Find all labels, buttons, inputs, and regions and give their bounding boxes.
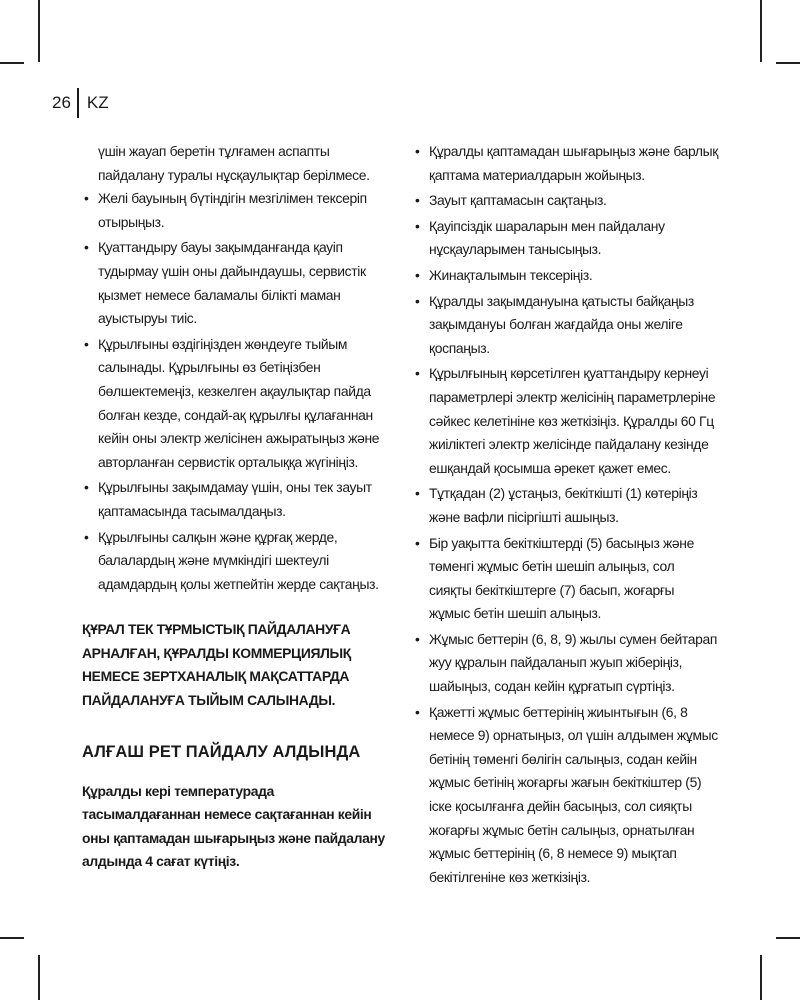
right-column — [413, 140, 718, 891]
bullet-icon: • — [415, 143, 420, 159]
list-item — [413, 482, 718, 529]
safety-list — [82, 187, 388, 596]
list-item-text: Құралды қаптамадан шығарыңыз және барлық қаптама материалдарын жойыңыз. — [429, 143, 718, 183]
list-item-text: Құрылғыны зақымдамау үшін, оны тек зауыт қаптамасында тасымалдаңыз. — [98, 479, 372, 519]
crop-mark — [38, 0, 40, 62]
list-item — [82, 187, 388, 234]
crop-mark — [776, 937, 800, 939]
crop-mark — [0, 937, 24, 939]
list-item — [413, 290, 718, 361]
bullet-icon: • — [84, 528, 89, 545]
bullet-icon: • — [415, 266, 420, 283]
language-code: KZ — [86, 93, 109, 112]
bullet-icon: • — [415, 703, 420, 720]
list-item — [413, 215, 718, 262]
list-item-text: Қауіпсіздік шараларын мен пайдалану нұсқауларымен танысыңыз. — [429, 217, 665, 258]
household-use-warning: ҚҰРАЛ ТЕК ТҰРМЫСТЫҚ ПАЙДАЛАНУҒА АРНАЛҒАН, ҚҰРАЛДЫ КОММЕРЦИЯЛЫҚ НЕМЕСЕ ЗЕРТХАНАЛЫҚ МАҚСАТТАРДА ПАЙДАЛАНУҒА ТЫЙЫМ САЛЫНАДЫ. — [82, 621, 351, 709]
bullet-icon: • — [415, 292, 420, 309]
list-item-text: Құрылғыны өздігіңізден жөндеуге тыйым салынады. Құрылғыны өз бетіңізбен бөлшектемеңіз, кезкелген ақаулықтар пайда болған кезде, сондай-ақ құрылғы құлағаннан кейін оны электр желісінен ажыратыңыз және авторланған сервистік орталыққа жүгініңіз. — [98, 335, 380, 470]
bullet-icon: • — [415, 217, 420, 234]
preparation-list — [413, 140, 718, 889]
temperature-note: Құралды кері температурада тасымалдағаннан немесе сақтағаннан кейін оны қаптамадан шығарыңыз және пайдалану алдында 4 сағат күтіңіз. — [82, 782, 385, 870]
page-number: 26 — [52, 93, 71, 112]
list-item — [82, 476, 388, 523]
list-item — [413, 701, 718, 890]
bullet-icon: • — [84, 190, 89, 207]
bullet-icon: • — [415, 630, 420, 647]
bullet-icon: • — [84, 479, 89, 496]
crop-mark — [0, 62, 24, 64]
bullet-icon: • — [84, 335, 89, 352]
bullet-icon: • — [84, 239, 89, 256]
section-heading: АЛҒАШ РЕТ ПАЙДАЛУ АЛДЫНДА — [82, 742, 361, 761]
list-item-text: Қуаттандыру бауы зақымданғанда қауіп тудырмау үшін оны дайындаушы, сервистік қызмет немесе баламалы білікті маман ауыстыруы тиіс. — [98, 239, 366, 327]
list-item-text: Құрылғының көрсетілген қуаттандыру кернеуі параметрлері электр желісінің параметрлеріне сәйкес келетініне көз жеткізіңіз. Құралды 60 Гц жиіліктегі электр желісінде пайдалану кезінде ешқандай қосымша әрекет қажет емес. — [429, 365, 716, 476]
list-item — [82, 236, 388, 330]
list-item-text: Құрылғыны салқын және құрғақ жерде, балалардың және мүмкіндігі шектеулі адамдардың қолы жетпейтін жерде сақтаңыз. — [98, 528, 379, 592]
list-item — [413, 264, 718, 288]
list-item-text: Желі бауының бүтіндігін мезгілімен тексеріп отырыңыз. — [98, 190, 367, 230]
bullet-icon: • — [415, 365, 420, 382]
list-item-text: Тұтқадан (2) ұстаңыз, бекіткішті (1) көтеріңіз және вафли пісіргішті ашыңыз. — [429, 485, 698, 525]
bullet-icon: • — [415, 192, 420, 209]
list-item-text: Бір уақытта бекіткіштерді (5) басыңыз және төменгі жұмыс бетін шешіп алыңыз, сол сияқты бекіткіштерге (7) басып, жоғарғы жұмыс бетін шешіп алыңыз. — [429, 534, 694, 622]
bullet-icon: • — [415, 534, 420, 551]
list-item — [82, 526, 388, 597]
list-item — [82, 333, 388, 475]
list-item-text: Қажетті жұмыс беттерінің жиынтығын (6, 8 немесе 9) орнатыңыз, ол үшін алдымен жұмыс бетінің төменгі бөлігін салыңыз, содан кейін жұмыс бетінің жоғарғы жағын бекіткіштер (5) іске қосылғанға дейін басыңыз, сол сияқты жоғарғы жұмыс бетін салыңыз, орнатылған жұмыс беттерінің (6, 8 немесе 9) мықтап бекітілгеніне көз жеткізіңіз. — [429, 703, 718, 885]
crop-mark — [760, 955, 762, 1000]
list-item — [413, 532, 718, 626]
bullet-icon: • — [415, 485, 420, 502]
crop-mark — [760, 0, 762, 62]
list-item — [413, 189, 718, 213]
list-item-text: Құралды зақымдануына қатысты байқаңыз зақымдануы болған жағдайда оны желіге қоспаңыз. — [429, 292, 694, 356]
continued-text: үшін жауап беретін тұлғамен аспапты пайдалану туралы нұсқаулықтар берілмесе. — [98, 143, 370, 183]
list-item — [413, 628, 718, 699]
crop-mark — [38, 955, 40, 1000]
list-item-text: Жұмыс беттерін (6, 8, 9) жылы сумен бейтарап жуу құралын пайдаланып жуып жіберіңіз, шайыңыз, содан кейін құрғатып сүртіңіз. — [429, 630, 718, 695]
page-header — [52, 88, 109, 118]
left-column — [82, 140, 388, 874]
list-item — [413, 362, 718, 480]
list-item-text: Зауыт қаптамасын сақтаңыз. — [429, 192, 607, 209]
list-item-text: Жинақталымын тексеріңіз. — [429, 266, 593, 283]
crop-mark — [776, 62, 800, 64]
list-item — [413, 140, 718, 187]
